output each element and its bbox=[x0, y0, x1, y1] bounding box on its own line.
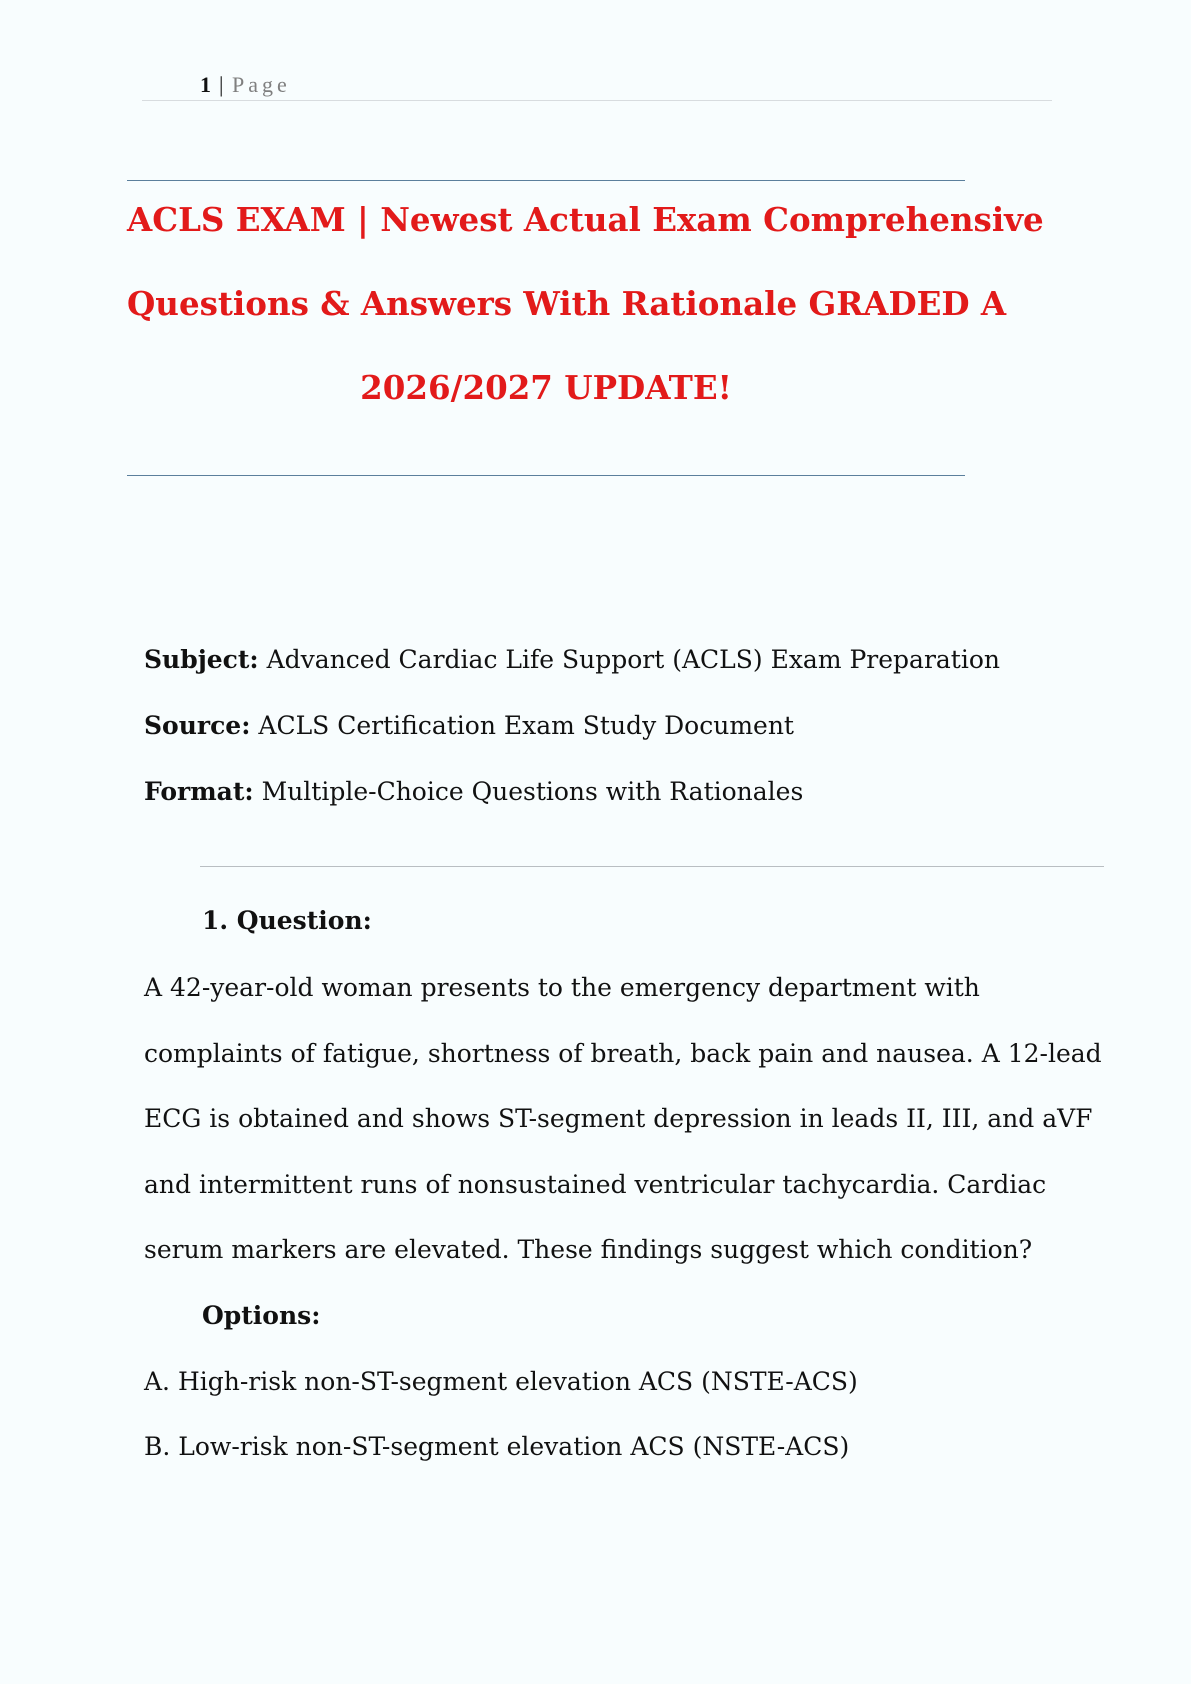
document-title bbox=[127, 178, 1044, 430]
page-separator: | bbox=[219, 72, 224, 97]
question-heading: 1. Question: bbox=[202, 906, 372, 935]
question-text-line: and intermittent runs of nonsustained ventricular tachycardia. Cardiac bbox=[144, 1170, 1047, 1199]
title-line-2: Questions & Answers With Rationale GRADED A bbox=[127, 284, 1007, 323]
question-text-line: complaints of fatigue, shortness of breath, back pain and nausea. A 12-lead bbox=[144, 1039, 1102, 1068]
subject-value: Advanced Cardiac Life Support (ACLS) Exam Preparation bbox=[258, 645, 1001, 674]
question-text-line: A 42-year-old woman presents to the emergency department with bbox=[144, 973, 980, 1002]
format-line bbox=[144, 777, 803, 806]
page-number: 1 bbox=[200, 72, 211, 97]
format-label: Format: bbox=[144, 777, 254, 806]
subject-label: Subject: bbox=[144, 645, 259, 674]
page-label: Page bbox=[232, 72, 291, 97]
format-value: Multiple-Choice Questions with Rationales bbox=[253, 777, 804, 806]
source-value: ACLS Certification Exam Study Document bbox=[250, 711, 794, 740]
subject-line bbox=[144, 645, 1000, 674]
title-line-1: ACLS EXAM | Newest Actual Exam Comprehensive bbox=[127, 200, 1044, 239]
title-bottom-rule bbox=[127, 475, 965, 476]
source-label: Source: bbox=[144, 711, 251, 740]
page-header bbox=[142, 68, 1052, 101]
section-divider bbox=[200, 866, 1104, 867]
source-line bbox=[144, 711, 794, 740]
option-a: A. High-risk non-ST-segment elevation ACS (NSTE-ACS) bbox=[144, 1367, 858, 1396]
option-b: B. Low-risk non-ST-segment elevation ACS (NSTE-ACS) bbox=[144, 1432, 850, 1461]
title-line-3: 2026/2027 UPDATE! bbox=[360, 368, 732, 407]
question-text-line: serum markers are elevated. These findings suggest which condition? bbox=[144, 1235, 1033, 1264]
options-heading: Options: bbox=[202, 1301, 321, 1330]
question-text-line: ECG is obtained and shows ST-segment depression in leads II, III, and aVF bbox=[144, 1104, 1093, 1133]
